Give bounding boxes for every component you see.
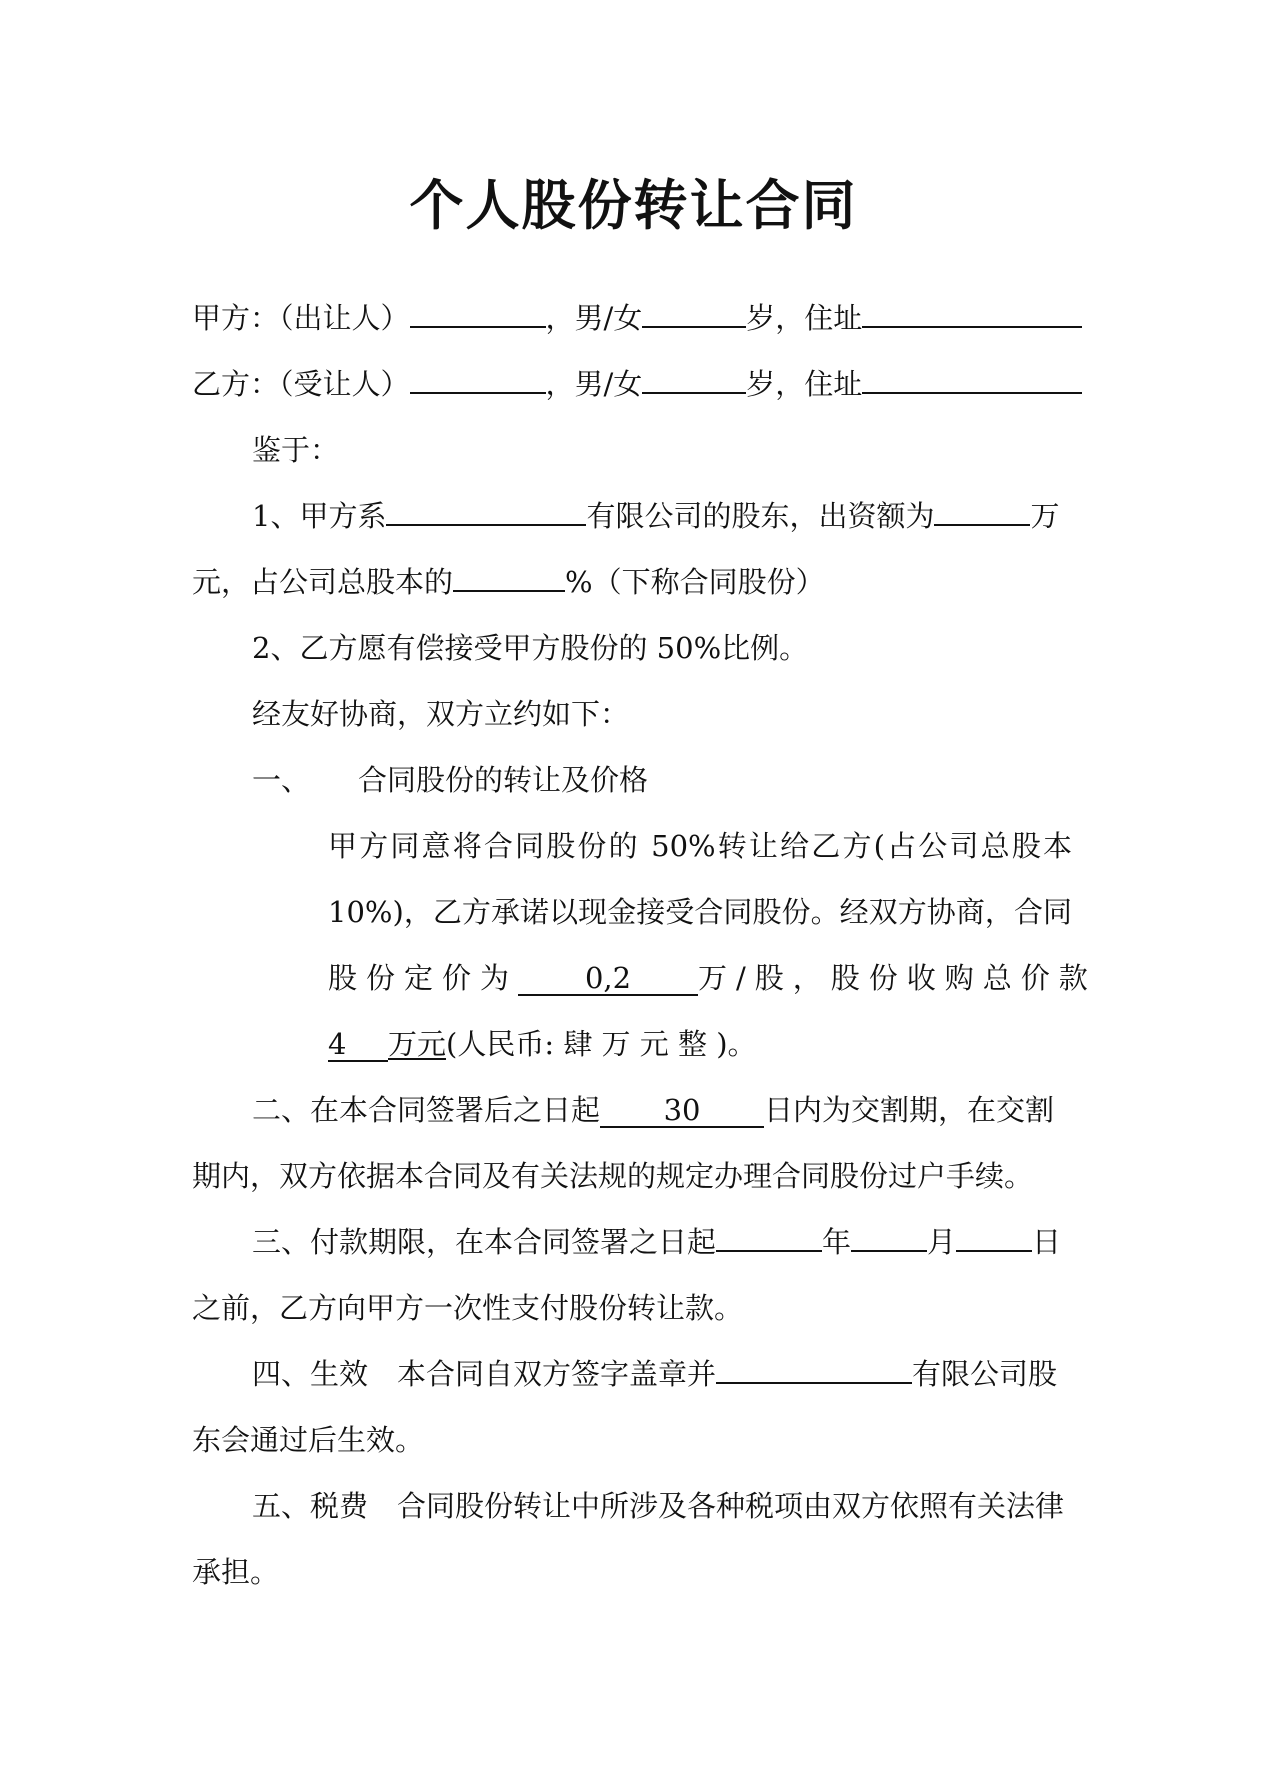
section1-p2: 10%)，乙方承诺以现金接受合同股份。经双方协商，合同 [328,895,1072,929]
party-a-name-blank [410,298,546,328]
party-b-label: 乙方：（受让人） [192,367,410,401]
section1-p1: 甲方同意将合同股份的 50%转让给乙方(占公司总股本 [328,829,1072,863]
section3-line1 [252,1220,1061,1264]
company-name-blank [386,496,586,526]
party-b-address-blank [862,364,1082,394]
total-unit: 万元 [388,1027,447,1061]
party-b-line [192,362,1082,406]
payment-day-blank [956,1222,1032,1252]
agreement-intro: 经友好协商，双方立约如下： [252,697,630,731]
section4-a: 四、生效 本合同自双方签字盖章并 [252,1357,717,1391]
payment-month-blank [851,1222,927,1252]
section1-p3 [328,956,1097,1000]
party-a-line [192,296,1082,340]
party-a-address-blank [862,298,1082,328]
month-label: 月 [927,1225,957,1259]
section4-line1 [252,1352,1057,1396]
section2-c: 期内，双方依据本合同及有关法规的规定办理合同股份过户手续。 [192,1159,1034,1193]
section1-heading [252,758,648,802]
party-b-age-blank [642,364,746,394]
item2: 2、乙方愿有偿接受甲方股份的 50%比例。 [252,631,809,665]
section4-b: 有限公司股 [912,1357,1058,1391]
price-per-share: 0,2 [518,962,698,996]
item1-e: %（下称合同股份） [565,565,825,599]
item1-c: 万 [1030,499,1060,533]
year-label: 年 [822,1225,852,1259]
party-a-address-label: 岁，住址 [746,301,863,335]
company-name-blank-2 [716,1354,912,1384]
price-total-label: 万/股，股份收购总价款 [698,961,1097,995]
item1-a: 1、甲方系 [252,499,387,533]
section4-c: 东会通过后生效。 [192,1423,425,1457]
item1-d: 元，占公司总股本的 [192,565,454,599]
item1-line1 [252,494,1059,538]
share-percent-blank [453,562,565,592]
whereas-label: 鉴于： [252,433,340,467]
party-b-address-label: 岁，住址 [746,367,863,401]
section1-number: 一、 [252,763,311,797]
section3-b: 之前，乙方向甲方一次性支付股份转让款。 [192,1291,744,1325]
capital-amount-blank [934,496,1030,526]
section3-a: 三、付款期限，在本合同签署之日起 [252,1225,717,1259]
party-b-name-blank [410,364,546,394]
delivery-days: 30 [600,1094,764,1128]
party-a-gender-label: ，男/女 [545,301,643,335]
section2-b: 日内为交割期，在交割 [764,1093,1055,1127]
item1-line2 [192,560,825,604]
section1-p4 [328,1022,757,1066]
price-label: 股份定价为 [328,961,519,995]
day-label: 日 [1032,1225,1062,1259]
document-title: 个人股份转让合同 [409,173,858,237]
party-a-age-blank [642,298,746,328]
total-in-words: (人民币: 肆 万 元 整 )。 [446,1027,757,1061]
section5-a: 五、税费 合同股份转让中所涉及各种税项由双方依照有关法律 [252,1489,1065,1523]
party-b-gender-label: ，男/女 [545,367,643,401]
party-a-label: 甲方：（出让人） [192,301,410,335]
section2-a: 二、在本合同签署后之日起 [252,1093,601,1127]
item1-b: 有限公司的股东，出资额为 [586,499,935,533]
total-price: 4 [328,1028,368,1062]
section2-line1 [252,1088,1054,1132]
payment-year-blank [716,1222,822,1252]
section5-b: 承担。 [192,1555,280,1589]
section1-title: 合同股份的转让及价格 [358,763,649,797]
